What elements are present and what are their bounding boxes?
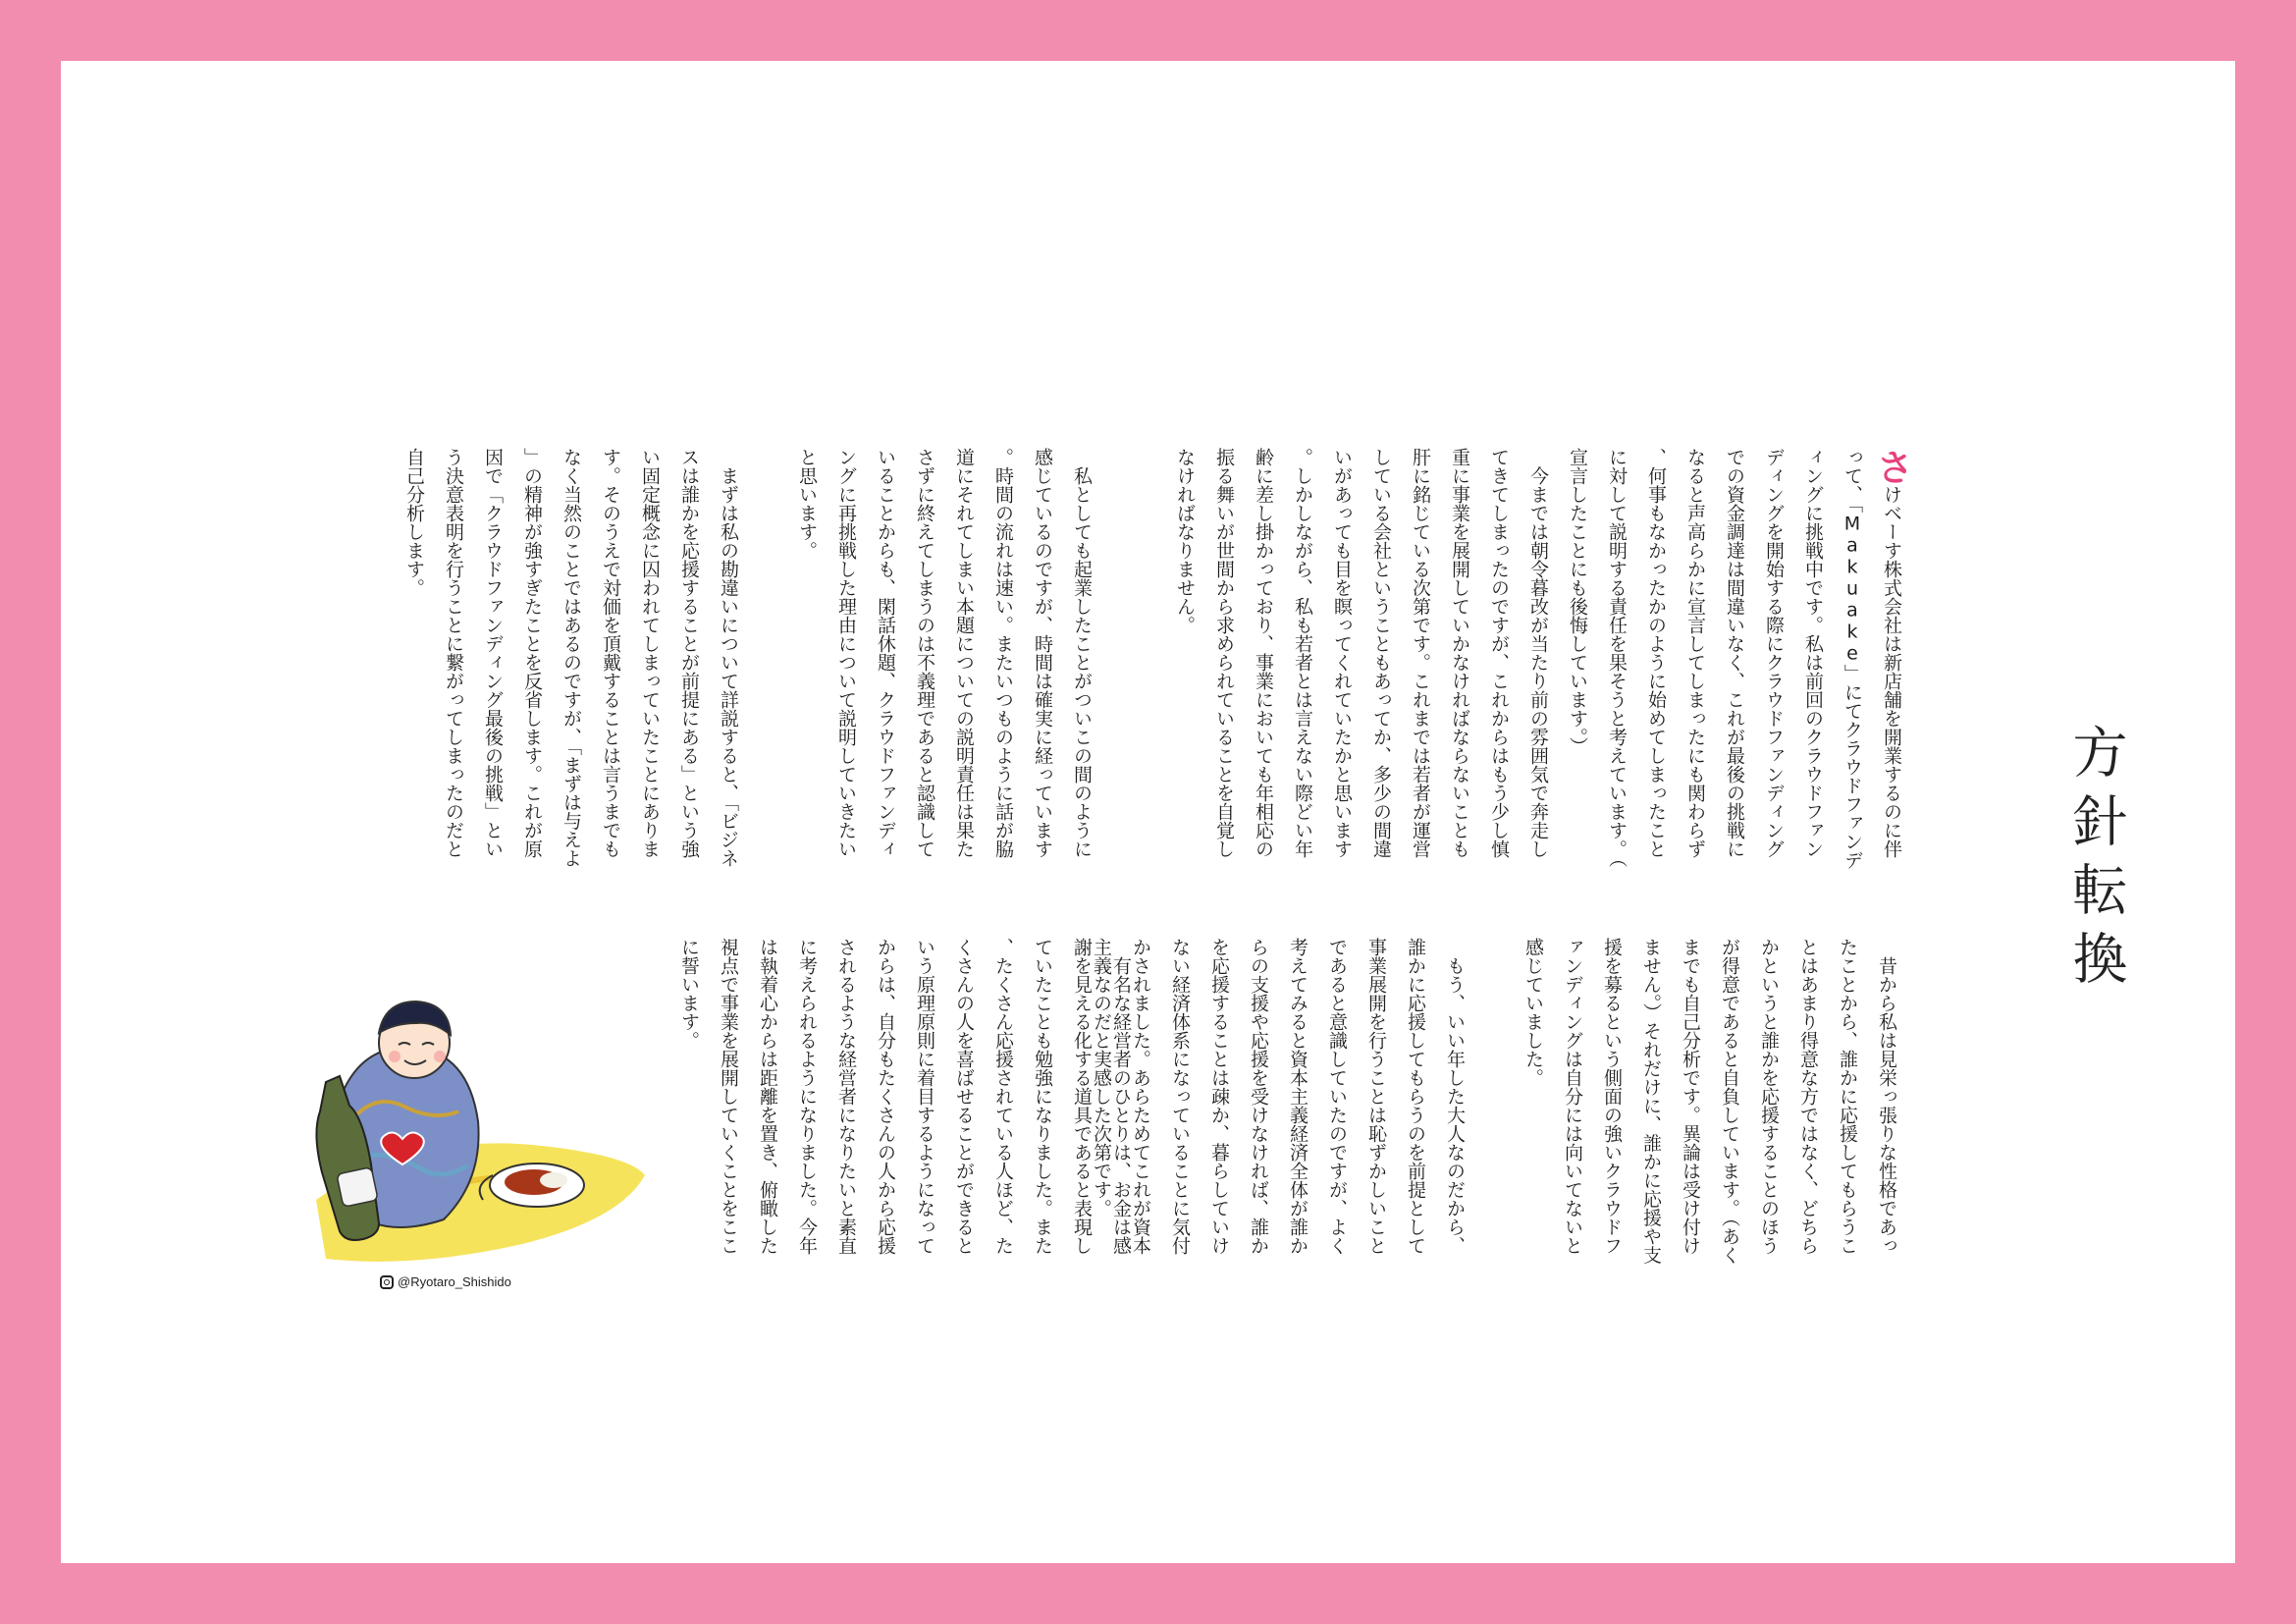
paragraph-2: 今までは朝令暮改が当たり前の雰囲気で奔走してきてしまったのですが、これからはもう少し慎重に事業を展開していかなければならないことも肝に銘じている次第です。これまでは若者が運営している会社ということもあってか、多少の間違いがあっても目を瞑ってくれていたかと思います。しかしながら、私も若者とは言えない際どい年齢に差し掛かっており、事業においても年相応の振る舞いが世間から求められていることを自覚しなければなりません。	[1174, 448, 1549, 858]
paragraph-intro-text: けベーす株式会社は新店舗を開業するのに伴って、「Makuake」にてクラウドファンディングに挑戦中です。私は前回のクラウドファンディングを開始する際にクラウドファンディングでの資金調達は間違いなく、これが最後の挑戦になると声高らかに宣言してしまったにも関わらず、何事もなかったかのように始めてしまったことに対して説明する責任を果そうと考えています。（宣言したことにも後悔しています。）	[1567, 448, 1902, 870]
paragraph-5: 昔から私は見栄っ張りな性格であったことから、誰かに応援してもらうことはあまり得意な方ではなく、どちらかというと誰かを応援することのほうが得意であると自負しています。（あくまでも自己分析です。異論は受け付けません。）それだけに、誰かに応援や支援を募るという側面の強いクラウドファンディングは自分には向いてないと感じていました。	[1522, 938, 1897, 1265]
instagram-icon	[380, 1275, 394, 1289]
dropcap: さ	[1870, 448, 1913, 485]
article-column-bottom-left	[678, 938, 1141, 1266]
page-sheet	[61, 61, 2235, 1563]
article-column-bottom-right	[1091, 938, 1906, 1266]
paragraph-6: もう、いい年した大人なのだから、誰かに応援してもらうのを前提として事業展開を行うことは恥ずかしいことであると意識していたのですが、よく考えてみると資本主義経済全体が誰からの支援や応援を受けなければ、誰かを応援することは疎か、暮らしていけない経済体系になっていることに気付かされました。あらためてこれが資本主義なのだと実感した次第です。	[1091, 938, 1466, 1255]
paragraph-4: まずは私の勘違いについて詳説すると、「ビジネスは誰かを応援することが前提にある」という強い固定概念に囚われてしまっていたことにあります。そのうえで対価を頂戴することは言うまでもなく当然のことではあるのですが、「まずは与えよ」の精神が強すぎたことを反省します。これが原因で「クラウドファンディング最後の挑戦」という決意表明を行うことに繋がってしまったのだと自己分析します。	[403, 448, 739, 868]
paragraph-intro	[1558, 448, 1911, 874]
photo-credit	[380, 1274, 511, 1289]
paragraph-3: 私としても起業したことがついこの間のように感じているのですが、時間は確実に経っています。時間の流れは速い。またいつものように話が脇道にそれてしまい本題についての説明責任は果たさずに終えてしまうのは不義理であると認識していることからも、閑話休題、クラウドファンディングに再挑戦した理由について説明していきたいと思います。	[796, 448, 1093, 858]
paragraph-7: 有名な経営者のひとりは、お金は感謝を見える化する道具であると表現していたことも勉強になりました。また、たくさん応援されている人ほど、たくさんの人を喜ばせることができるという原理原則に着目するようになってからは、自分もたくさんの人から応援されるような経営者になりたいと素直に考えられるようになりました。今年は執着心からは距離を置き、俯瞰した視点で事業を展開していくことをここに誓います。	[678, 938, 1132, 1255]
page-title: 方針転換	[2063, 724, 2128, 999]
article-column-middle	[403, 448, 1101, 874]
article-column-top-left	[1116, 448, 1558, 874]
illustration-man-with-bottle	[296, 974, 650, 1288]
article-column-top-right	[1558, 448, 1911, 874]
credit-handle: @Ryotaro_Shishido	[398, 1274, 511, 1289]
